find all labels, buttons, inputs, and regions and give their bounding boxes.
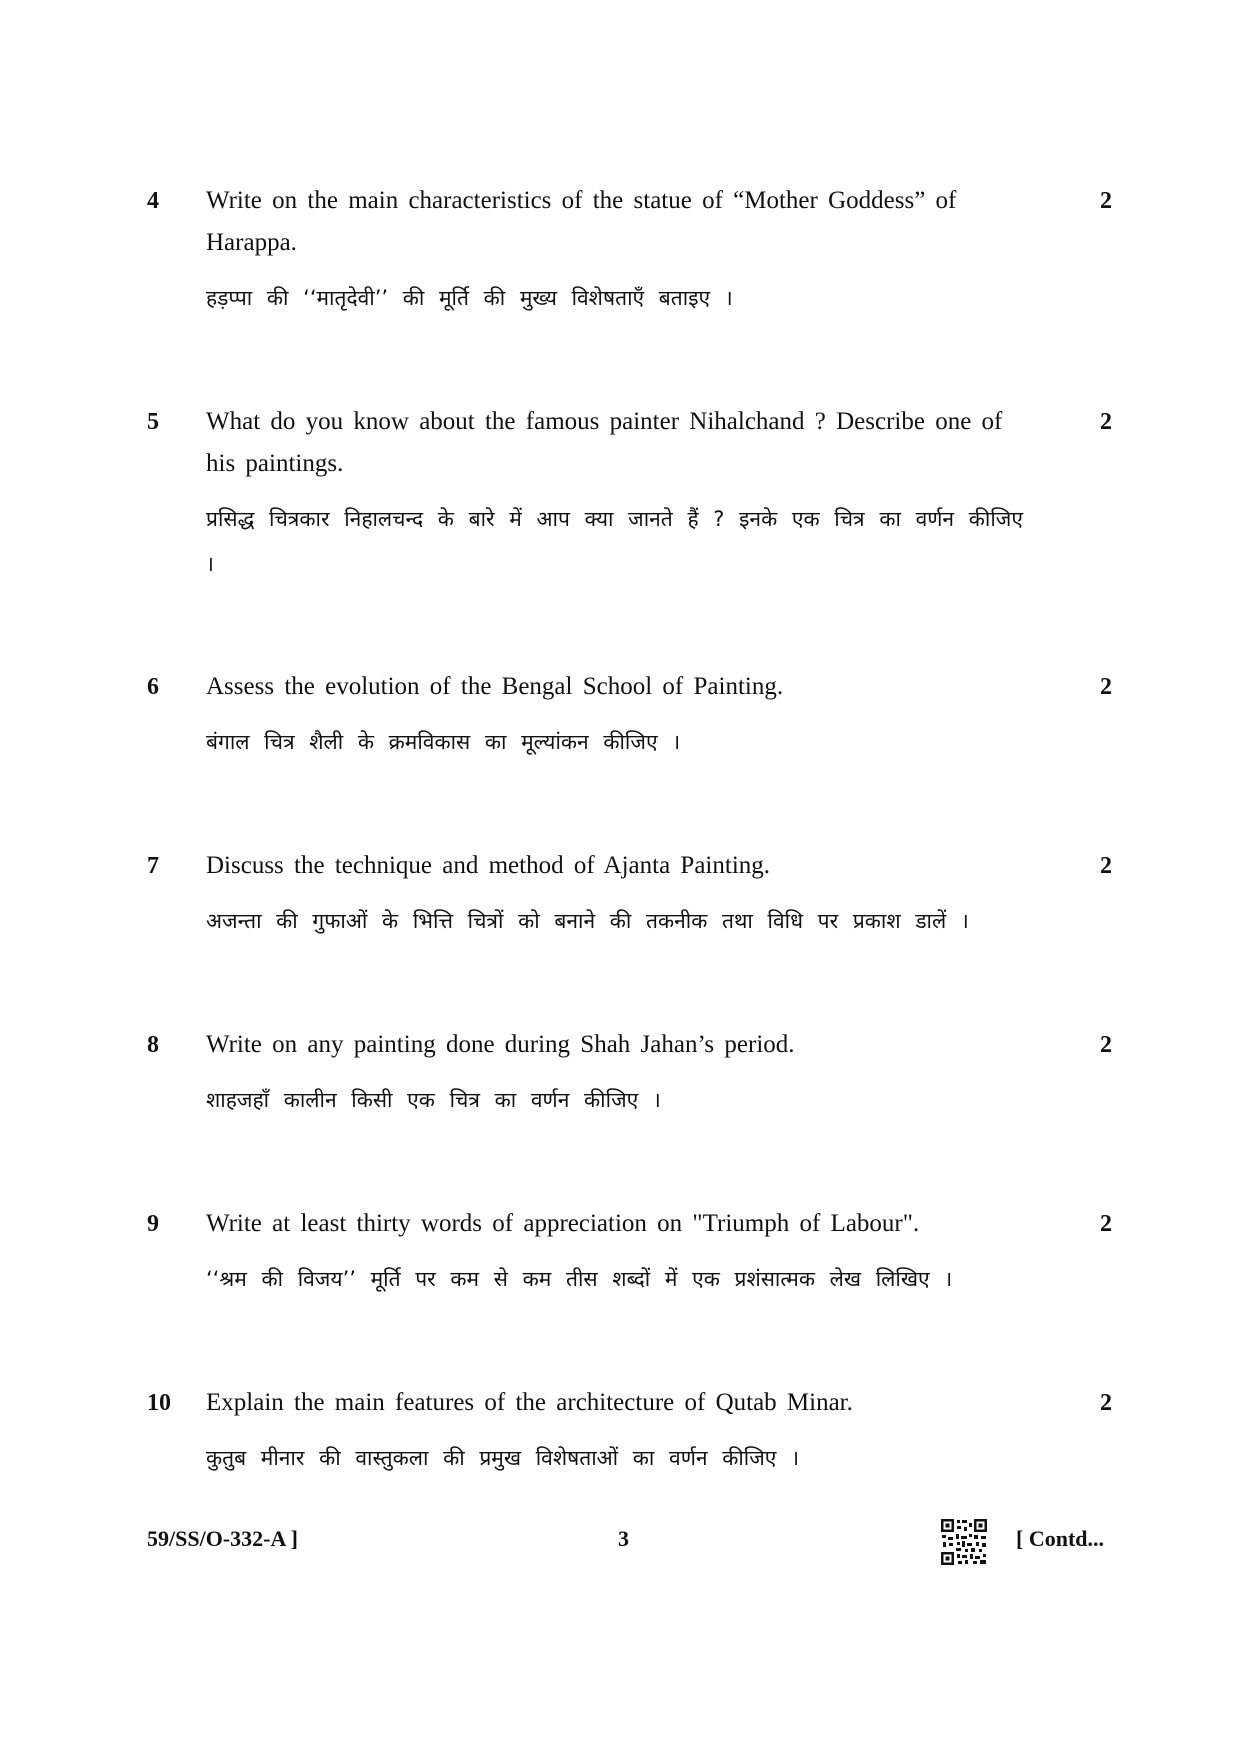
- paper-code: 59/SS/O-332-A ]: [147, 1526, 298, 1551]
- question-text-hindi: प्रसिद्ध चित्रकार निहालचन्द के बारे में आप क्या जानते हैं ? इनके एक चित्र का वर्णन कीजिए ।: [206, 507, 1023, 576]
- question-marks: 2: [1100, 1211, 1112, 1237]
- page-footer: [0, 1518, 1240, 1568]
- question-text-english: Explain the main features of the architecture of Qutab Minar.: [206, 1389, 853, 1416]
- question-text-english: What do you know about the famous painter Nihalchand ? Describe one of his paintings.: [206, 408, 1003, 477]
- question-marks: 2: [1100, 674, 1112, 700]
- question-text-hindi: शाहजहाँ कालीन किसी एक चित्र का वर्णन कीजिए ।: [206, 1088, 661, 1112]
- continued-label: [ Contd...: [1016, 1526, 1105, 1551]
- question-text-english: Assess the evolution of the Bengal School of Painting.: [206, 673, 784, 700]
- question-text-english: Write on any painting done during Shah Jahan’s period.: [206, 1031, 795, 1058]
- question-marks: 2: [1100, 409, 1112, 435]
- question-body: [206, 845, 1036, 944]
- question-text-hindi: अजन्ता की गुफाओं के भित्ति चित्रों को बनाने की तकनीक तथा विधि पर प्रकाश डालें ।: [206, 909, 969, 933]
- question-marks: 2: [1100, 853, 1112, 879]
- question-body: [206, 1382, 1036, 1481]
- question-body: [206, 401, 1036, 587]
- question-number: 10: [147, 1390, 171, 1416]
- question-text-hindi: ‘‘श्रम की विजय’’ मूर्ति पर कम से कम तीस शब्दों में एक प्रशंसात्मक लेख लिखिए ।: [206, 1267, 953, 1291]
- question-marks: 2: [1100, 188, 1112, 214]
- question-marks: 2: [1100, 1390, 1112, 1416]
- question-text-english: Write at least thirty words of appreciation on "Triumph of Labour".: [206, 1210, 920, 1237]
- question-number: 4: [147, 188, 159, 214]
- question-number: 5: [147, 409, 159, 435]
- question-number: 9: [147, 1211, 159, 1237]
- question-number: 6: [147, 674, 159, 700]
- question-body: [206, 180, 1036, 321]
- question-number: 7: [147, 853, 159, 879]
- page-number: 3: [618, 1526, 629, 1551]
- question-text-english: Write on the main characteristics of the statue of “Mother Goddess” of Harappa.: [206, 187, 957, 256]
- question-number: 8: [147, 1032, 159, 1058]
- question-text-hindi: कुतुब मीनार की वास्तुकला की प्रमुख विशेषताओं का वर्णन कीजिए ।: [206, 1446, 800, 1470]
- question-body: [206, 666, 1036, 765]
- question-body: [206, 1024, 1036, 1123]
- question-text-hindi: हड़प्पा की ‘‘मातृदेवी’’ की मूर्ति की मुख्य विशेषताएँ बताइए ।: [206, 286, 733, 310]
- qr-code-icon: [940, 1518, 988, 1566]
- question-text-hindi: बंगाल चित्र शैली के क्रमविकास का मूल्यांकन कीजिए ।: [206, 730, 681, 754]
- question-marks: 2: [1100, 1032, 1112, 1058]
- question-text-english: Discuss the technique and method of Ajanta Painting.: [206, 852, 771, 879]
- question-body: [206, 1203, 1036, 1302]
